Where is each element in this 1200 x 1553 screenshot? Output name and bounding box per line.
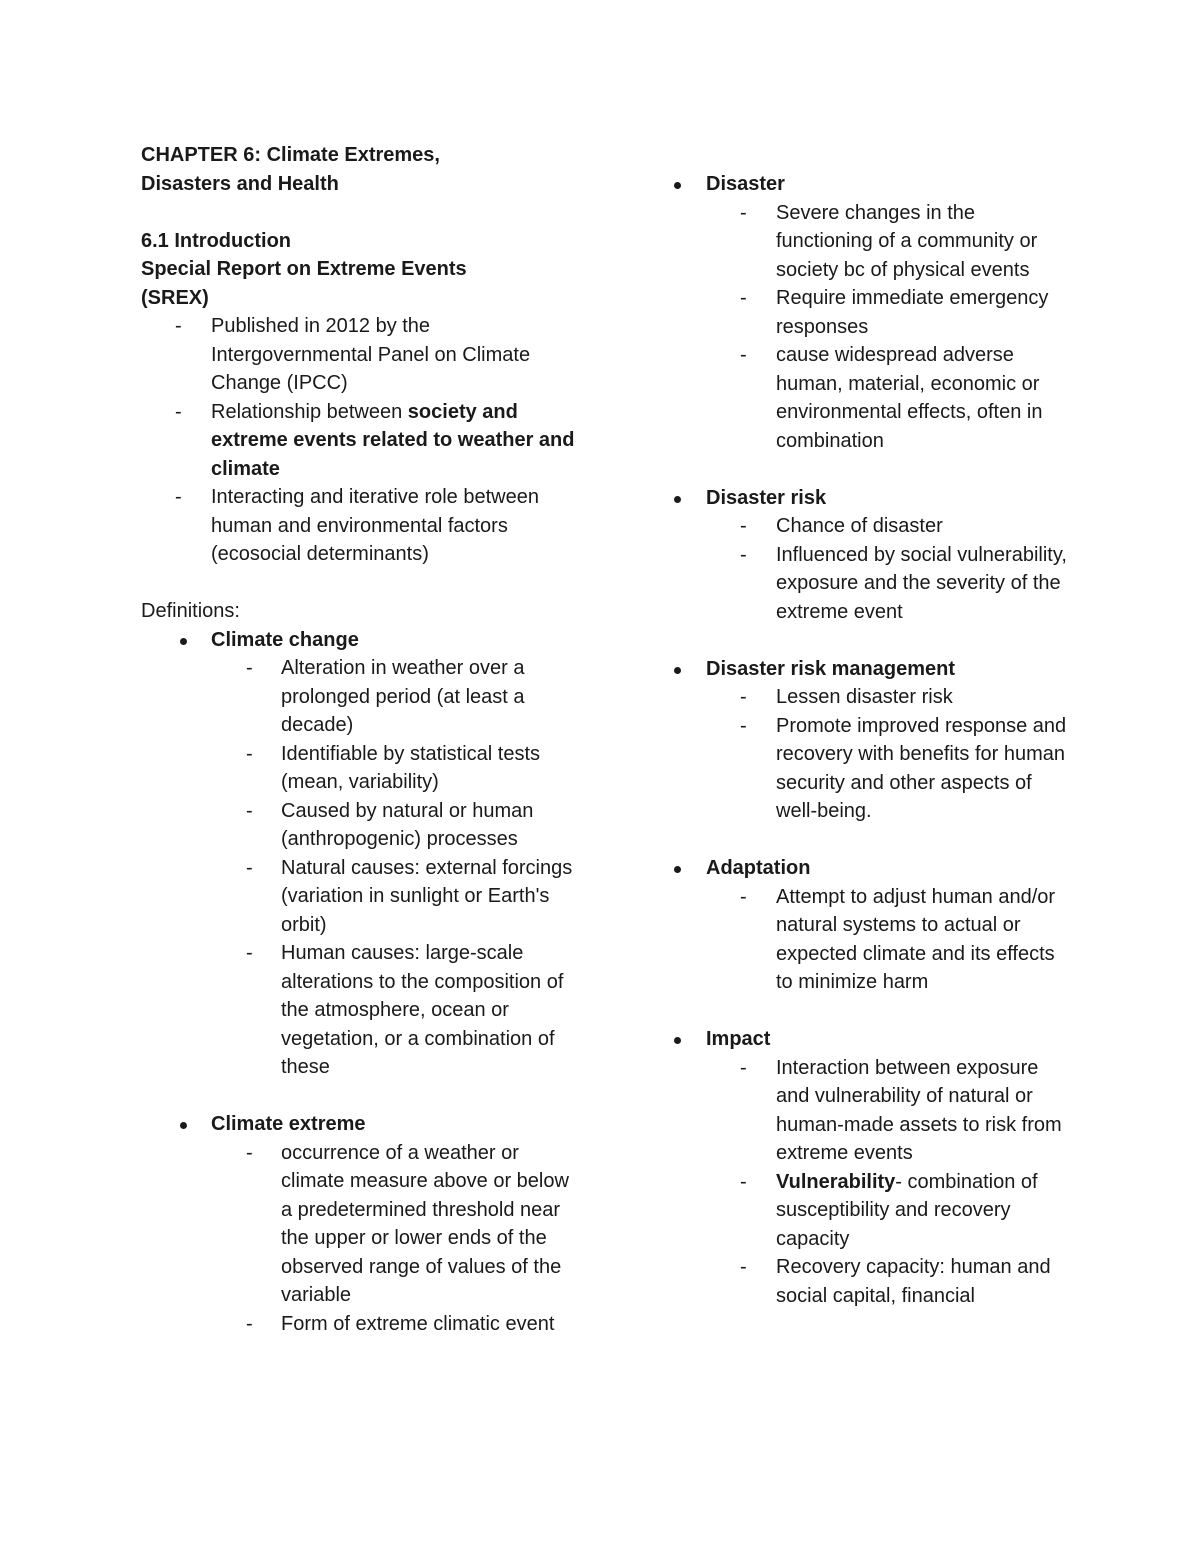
definition-term: Disaster risk	[706, 486, 827, 509]
definition-adaptation	[670, 854, 1070, 1025]
definition-impact	[670, 1025, 1070, 1310]
definition-climate-change	[141, 626, 581, 1111]
report-title-line-1: Special Report on Extreme Events	[141, 258, 467, 280]
definition-point: - Chance of disaster	[670, 512, 1070, 541]
definition-point	[670, 1168, 1070, 1254]
definition-points	[670, 883, 1070, 997]
definition-point: - Influenced by social vulnerability, exposure and the severity of the extreme event	[670, 541, 1070, 627]
definition-points	[141, 1139, 581, 1339]
bullet-icon	[674, 496, 681, 503]
definition-point: - Caused by natural or human (anthropogenic) processes	[141, 797, 581, 854]
definition-point: - Form of extreme climatic event	[141, 1310, 581, 1339]
definition-points	[670, 1054, 1070, 1311]
vulnerability-text: - combination of susceptibility and recovery capacity	[776, 1170, 1038, 1250]
srex-item-text: Relationship between	[211, 400, 408, 423]
definition-disaster-risk	[670, 484, 1070, 655]
definition-term: Adaptation	[706, 857, 811, 879]
bullet-icon	[674, 1037, 681, 1044]
bullet-icon	[180, 1122, 187, 1129]
definition-point: - Attempt to adjust human and/or natural systems to actual or expected climate and its effects to minimize harm	[670, 883, 1070, 997]
srex-list	[141, 312, 581, 569]
report-title-line-2: (SREX)	[141, 286, 209, 309]
definition-points	[670, 512, 1070, 626]
definition-point: - Interaction between exposure and vulnerability of natural or human-made assets to risk from extreme events	[670, 1054, 1070, 1168]
definition-point: - Identifiable by statistical tests (mean, variability)	[141, 740, 581, 797]
definition-term: Impact	[706, 1028, 771, 1050]
bullet-icon	[180, 638, 187, 645]
definition-disaster-risk-management	[670, 655, 1070, 855]
right-column	[670, 170, 1070, 1310]
srex-item: - Published in 2012 by the Intergovernmental Panel on Climate Change (IPCC)	[141, 312, 581, 398]
vulnerability-term: Vulnerability	[776, 1170, 896, 1193]
chapter-title-line-1: CHAPTER 6: Climate Extremes,	[141, 144, 440, 166]
bullet-icon	[674, 667, 681, 674]
definitions-list-right	[670, 170, 1070, 1310]
srex-item: - Interacting and iterative role between human and environmental factors (ecosocial determinants)	[141, 483, 581, 569]
definition-point: - Severe changes in the functioning of a community or society bc of physical events	[670, 199, 1070, 285]
definition-point: - occurrence of a weather or climate measure above or below a predetermined threshold near the upper or lower ends of the observed range of values of the variable	[141, 1139, 581, 1310]
chapter-title-line-2: Disasters and Health	[141, 172, 339, 195]
definition-disaster	[670, 170, 1070, 484]
definition-point: - Recovery capacity: human and social capital, financial	[670, 1253, 1070, 1310]
bullet-icon	[674, 866, 681, 873]
definition-term: Disaster risk management	[706, 657, 956, 680]
definition-term: Climate extreme	[211, 1113, 366, 1135]
definition-point: - Natural causes: external forcings (variation in sunlight or Earth's orbit)	[141, 854, 581, 940]
definition-point: - Alteration in weather over a prolonged period (at least a decade)	[141, 654, 581, 740]
definition-point: - Lessen disaster risk	[670, 683, 1070, 712]
definition-points	[141, 654, 581, 1082]
definition-point: - Require immediate emergency responses	[670, 284, 1070, 341]
section-heading: 6.1 Introduction	[141, 229, 291, 252]
definition-point: - Human causes: large-scale alterations to the composition of the atmosphere, ocean or vegetation, or a combination of these	[141, 939, 581, 1082]
srex-item	[141, 398, 581, 484]
bullet-icon	[674, 182, 681, 189]
definition-point: - Promote improved response and recovery with benefits for human security and other aspects of well-being.	[670, 712, 1070, 826]
definitions-label: Definitions:	[141, 600, 240, 622]
definition-point: - cause widespread adverse human, material, economic or environmental effects, often in combination	[670, 341, 1070, 455]
definition-term: Climate change	[211, 628, 359, 651]
definition-points	[670, 683, 1070, 826]
left-column	[141, 141, 581, 1338]
srex-item-bold: society and extreme events related to weather and climate	[211, 400, 575, 480]
definitions-list-left	[141, 626, 581, 1339]
definition-term: Disaster	[706, 173, 785, 195]
definition-climate-extreme	[141, 1110, 581, 1338]
definition-points	[670, 199, 1070, 456]
